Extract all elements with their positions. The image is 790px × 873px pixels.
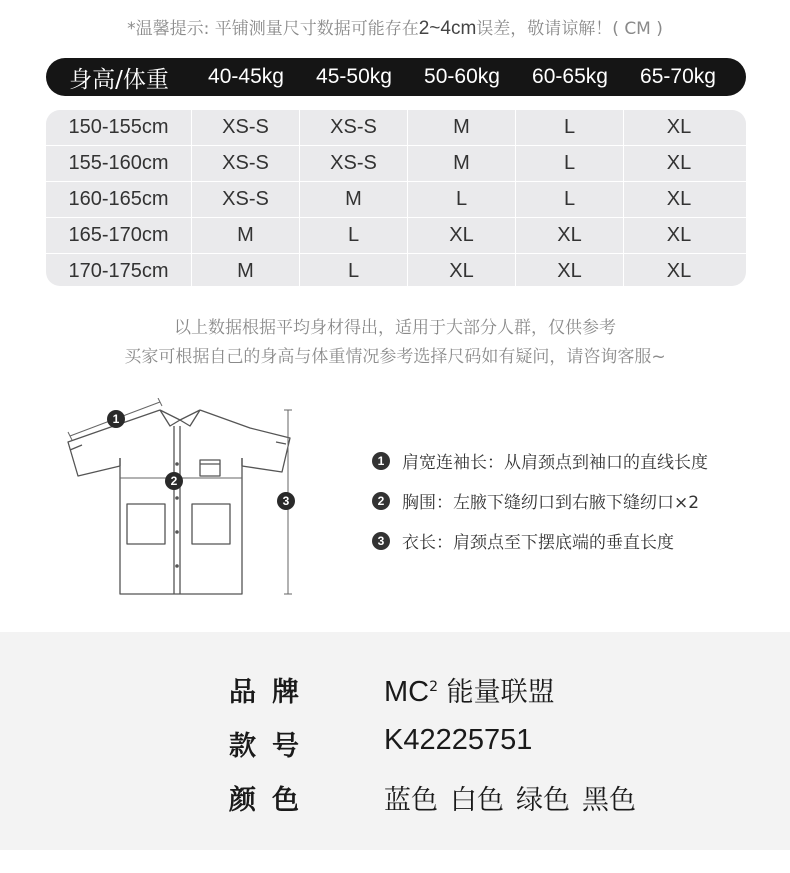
measurement-note [0, 14, 790, 40]
number-2-icon: 2 [372, 492, 390, 510]
color-option: 黑色 [582, 785, 636, 816]
color-option: 蓝色 [384, 785, 438, 816]
height-cell: 160-165cm [46, 182, 192, 217]
color-option: 白色 [450, 785, 504, 816]
legend-text: 衣长：肩颈点至下摆底端的垂直长度 [402, 533, 674, 553]
size-cell: XL [666, 188, 692, 210]
marker-1-icon [107, 410, 125, 428]
size-table [46, 110, 746, 286]
header-weight-col: 60-65kg [532, 65, 608, 88]
size-cell: M [408, 110, 516, 145]
model-label: 款号 [229, 731, 315, 762]
legend-item [372, 448, 708, 473]
legend-text: 胸围：左腋下缝纫口到右腋下缝纫口×2 [402, 493, 700, 513]
model-row [0, 724, 790, 764]
size-cell: L [300, 218, 408, 253]
color-values [384, 778, 648, 817]
size-cell: L [408, 182, 516, 217]
table-row [46, 110, 746, 146]
size-cell: XS-S [192, 182, 300, 217]
number-1-icon: 1 [372, 452, 390, 470]
header-height-weight: 身高/体重 [69, 66, 169, 93]
brand-value: $MC^2$ 能量联盟 [384, 676, 555, 708]
disclaimer-line-2: 买家可根据自己的身高与体重情况参考选择尺码如有疑问，请咨询客服~ [124, 347, 666, 367]
size-cell: XL [666, 260, 692, 282]
svg-text:2: 2 [170, 474, 178, 488]
size-cell: XL [666, 224, 692, 246]
table-row [46, 182, 746, 218]
product-info [0, 632, 790, 850]
marker-2-icon [165, 472, 183, 490]
note-prefix: *温馨提示: 平铺测量尺寸数据可能存在 [127, 19, 419, 39]
disclaimer-line-1: 以上数据根据平均身材得出，适用于大部分人群，仅供参考 [174, 318, 616, 338]
size-cell: XL [516, 254, 624, 286]
size-cell: M [192, 254, 300, 286]
size-cell: L [516, 146, 624, 181]
svg-text:1: 1 [112, 412, 120, 426]
size-cell: M [300, 182, 408, 217]
svg-text:3: 3 [282, 494, 290, 508]
size-cell: XL [408, 218, 516, 253]
height-cell: 155-160cm [46, 146, 192, 181]
table-row [46, 218, 746, 254]
legend-item [372, 528, 674, 553]
note-suffix: 误差，敬请谅解！( CM ) [476, 19, 663, 39]
size-cell: L [300, 254, 408, 286]
header-weight-col: 40-45kg [208, 65, 284, 88]
size-cell: L [516, 110, 624, 145]
size-cell: L [516, 182, 624, 217]
color-option: 绿色 [516, 785, 570, 816]
height-cell: 170-175cm [46, 254, 192, 286]
size-cell: M [408, 146, 516, 181]
size-cell: XS-S [300, 110, 408, 145]
legend-item [372, 488, 699, 513]
size-table-header [46, 58, 746, 96]
size-cell: XL [666, 152, 692, 174]
note-range: 2~4cm [418, 18, 477, 39]
brand-row [0, 670, 790, 710]
size-cell: XL [666, 116, 692, 138]
size-cell: XS-S [192, 146, 300, 181]
brand-label: 品牌 [229, 677, 315, 708]
size-cell: M [192, 218, 300, 253]
header-weight-col: 65-70kg [640, 65, 716, 88]
size-cell: XL [516, 218, 624, 253]
header-weight-col: 50-60kg [424, 65, 500, 88]
robe-measurement-diagram [60, 398, 310, 604]
table-row [46, 146, 746, 182]
header-weight-col: 45-50kg [316, 65, 392, 88]
legend-text: 肩宽连袖长：从肩颈点到袖口的直线长度 [402, 453, 708, 473]
height-cell: 150-155cm [46, 110, 192, 145]
color-label: 颜色 [229, 785, 315, 816]
number-3-icon: 3 [372, 532, 390, 550]
size-cell: XL [408, 254, 516, 286]
model-value: K42225751 [384, 724, 533, 756]
size-cell: XS-S [192, 110, 300, 145]
color-row [0, 778, 790, 818]
table-row [46, 254, 746, 286]
marker-3-icon [277, 492, 295, 510]
height-cell: 165-170cm [46, 218, 192, 253]
size-cell: XS-S [300, 146, 408, 181]
